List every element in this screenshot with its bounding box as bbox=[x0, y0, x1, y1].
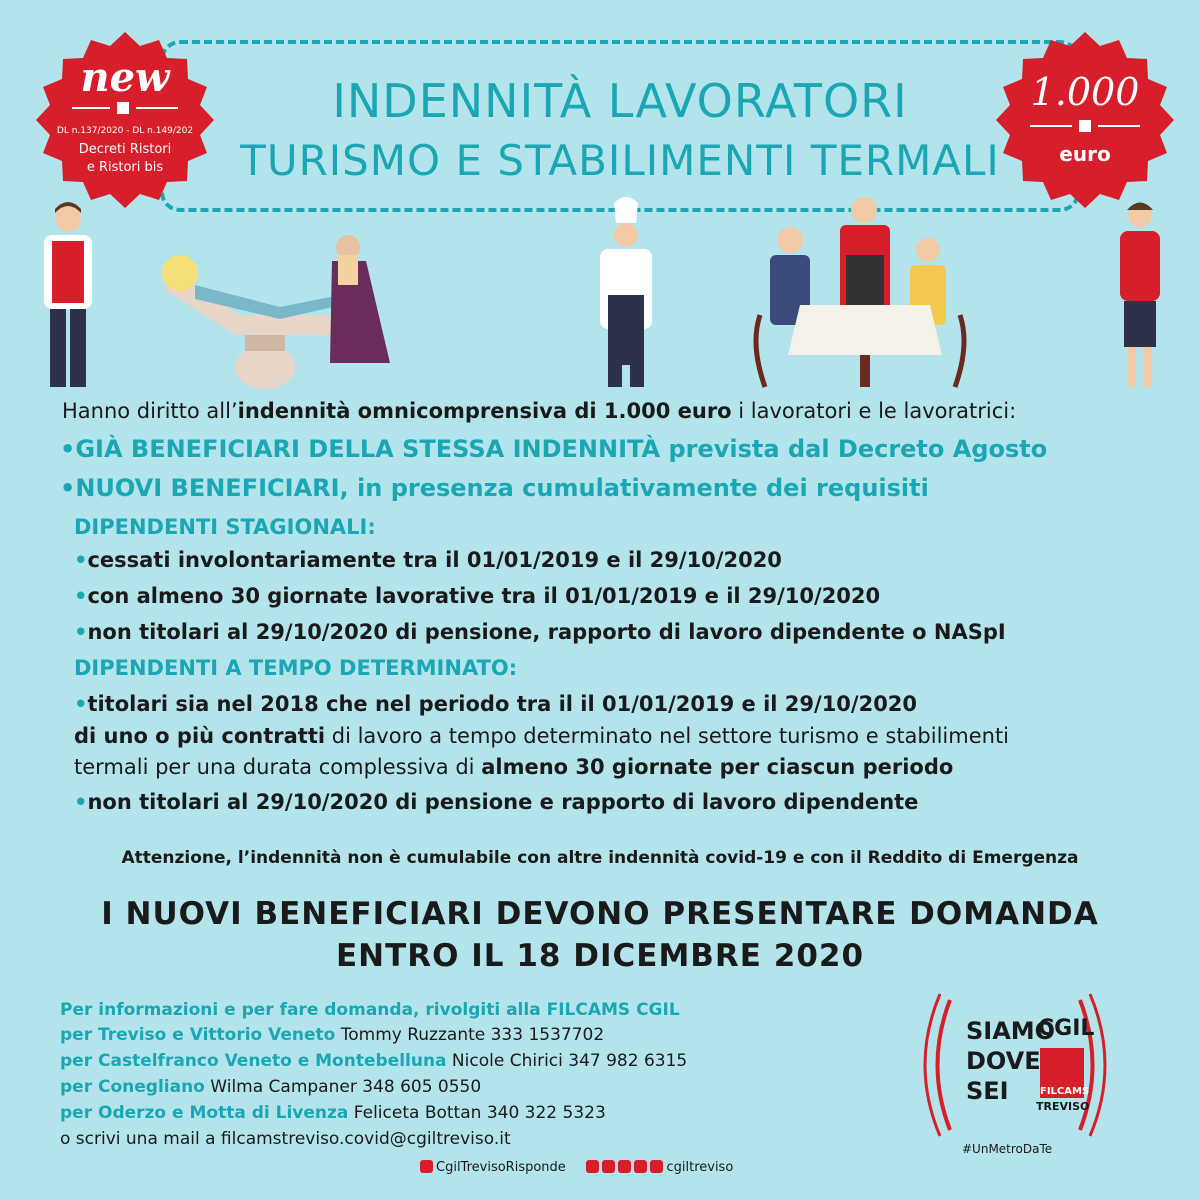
instagram-icon[interactable] bbox=[618, 1160, 631, 1173]
footer-social bbox=[420, 1160, 733, 1175]
stagionali-item-2: •con almeno 30 giornate lavorative tra il 01/01/2019 e il 29/10/2020 bbox=[74, 584, 881, 608]
contact-row-1: per Treviso e Vittorio Veneto Tommy Ruzzante 333 1537702 bbox=[60, 1025, 605, 1045]
decree-name-2: e Ristori bis bbox=[86, 160, 164, 175]
social-handle-2[interactable]: cgiltreviso bbox=[666, 1160, 734, 1175]
amount-unit: euro bbox=[1059, 142, 1111, 166]
logo-sub1: FILCAMS bbox=[1040, 1086, 1090, 1097]
new-badge bbox=[30, 30, 220, 220]
determinato-heading: DIPENDENTI A TEMPO DETERMINATO: bbox=[74, 656, 518, 680]
page-title-line1: INDENNITÀ LAVORATORI bbox=[332, 74, 908, 128]
intro-pre: Hanno diritto all’ bbox=[62, 399, 238, 423]
contacts-intro: Per informazioni e per fare domanda, rivolgiti alla FILCAMS CGIL bbox=[60, 1000, 680, 1020]
receptionist-figure bbox=[1120, 203, 1160, 388]
determinato-item-1: •titolari sia nel 2018 che nel periodo tra il il 01/01/2019 e il 29/10/2020 bbox=[74, 692, 918, 716]
chef-figure bbox=[600, 197, 652, 387]
youtube-icon[interactable] bbox=[650, 1160, 663, 1173]
intro-text bbox=[62, 399, 1016, 423]
logo-hashtag: #UnMetroDaTe bbox=[962, 1142, 1053, 1156]
amount-badge bbox=[990, 30, 1180, 220]
logo-sub2: TREVISO bbox=[1036, 1100, 1090, 1113]
bullet1-rest: prevista dal Decreto Agosto bbox=[660, 435, 1048, 463]
determinato-item-2: •non titolari al 29/10/2020 di pensione e rapporto di lavoro dipendente bbox=[74, 790, 919, 814]
bullet1-bold: GIÀ BENEFICIARI DELLA STESSA INDENNITÀ bbox=[75, 435, 661, 463]
cgil-logo bbox=[920, 990, 1110, 1160]
contact-row-3: per Conegliano Wilma Campaner 348 605 0550 bbox=[60, 1077, 482, 1097]
contact-email-line[interactable]: o scrivi una mail a filcamstreviso.covid@cgiltreviso.it bbox=[60, 1129, 511, 1149]
contact-row-2: per Castelfranco Veneto e Montebelluna Nicole Chirici 347 982 6315 bbox=[60, 1051, 688, 1071]
bullet-new-beneficiaries: •NUOVI BENEFICIARI, in presenza cumulativamente dei requisiti bbox=[60, 474, 929, 502]
page-title-line2: TURISMO E STABILIMENTI TERMALI bbox=[240, 136, 1000, 185]
logo-brand: CGIL bbox=[1038, 1016, 1095, 1041]
stagionali-item-3: •non titolari al 29/10/2020 di pensione, rapporto di lavoro dipendente o NASpI bbox=[74, 620, 1006, 644]
stagionali-item-1: •cessati involontariamente tra il 01/01/2019 e il 29/10/2020 bbox=[74, 548, 782, 572]
spa-scene bbox=[162, 235, 390, 389]
contact-row-4: per Oderzo e Motta di Livenza Feliceta Bottan 340 322 5323 bbox=[60, 1103, 606, 1123]
intro-bold: indennità omnicomprensiva di 1.000 euro bbox=[237, 399, 732, 423]
amount-value: 1.000 bbox=[1030, 70, 1140, 114]
web-icon[interactable] bbox=[586, 1160, 599, 1173]
instagram-icon[interactable] bbox=[420, 1160, 433, 1173]
determinato-item-1-cont2: termali per una durata complessiva di almeno 30 giornate per ciascun periodo bbox=[74, 755, 954, 779]
logo-slogan: SIAMO DOVE SEI bbox=[966, 1017, 1056, 1105]
determinato-item-1-cont: di uno o più contratti di lavoro a tempo determinato nel settore turismo e stabilimenti bbox=[74, 724, 1010, 748]
deadline-line2: ENTRO IL 18 DICEMBRE 2020 bbox=[335, 938, 865, 974]
bullet-existing-beneficiaries: •GIÀ BENEFICIARI DELLA STESSA INDENNITÀ prevista dal Decreto Agosto bbox=[60, 435, 1048, 463]
decree-ref: DL n.137/2020 - DL n.149/202 bbox=[56, 126, 194, 136]
restaurant-scene bbox=[756, 197, 964, 387]
stagionali-heading: DIPENDENTI STAGIONALI: bbox=[74, 515, 376, 539]
intro-post: i lavoratori e le lavoratrici: bbox=[731, 399, 1017, 423]
facebook-icon[interactable] bbox=[602, 1160, 615, 1173]
waiter-figure bbox=[44, 202, 92, 387]
workers-illustration bbox=[30, 195, 1180, 400]
new-label: new bbox=[80, 54, 170, 101]
deadline-line1: I NUOVI BENEFICIARI DEVONO PRESENTARE DOMANDA bbox=[101, 896, 1099, 932]
twitter-icon[interactable] bbox=[634, 1160, 647, 1173]
badge-seal-shape bbox=[990, 30, 1180, 220]
bullet2-rest: in presenza cumulativamente dei requisiti bbox=[348, 474, 929, 502]
social-handle-1[interactable]: CgilTrevisoRisponde bbox=[436, 1160, 566, 1175]
decree-name-1: Decreti Ristori bbox=[78, 142, 172, 157]
bullet2-bold: NUOVI BENEFICIARI, bbox=[75, 474, 349, 502]
notice-text: Attenzione, l’indennità non è cumulabile con altre indennità covid-19 e con il Reddito di Emergenza bbox=[121, 848, 1079, 868]
